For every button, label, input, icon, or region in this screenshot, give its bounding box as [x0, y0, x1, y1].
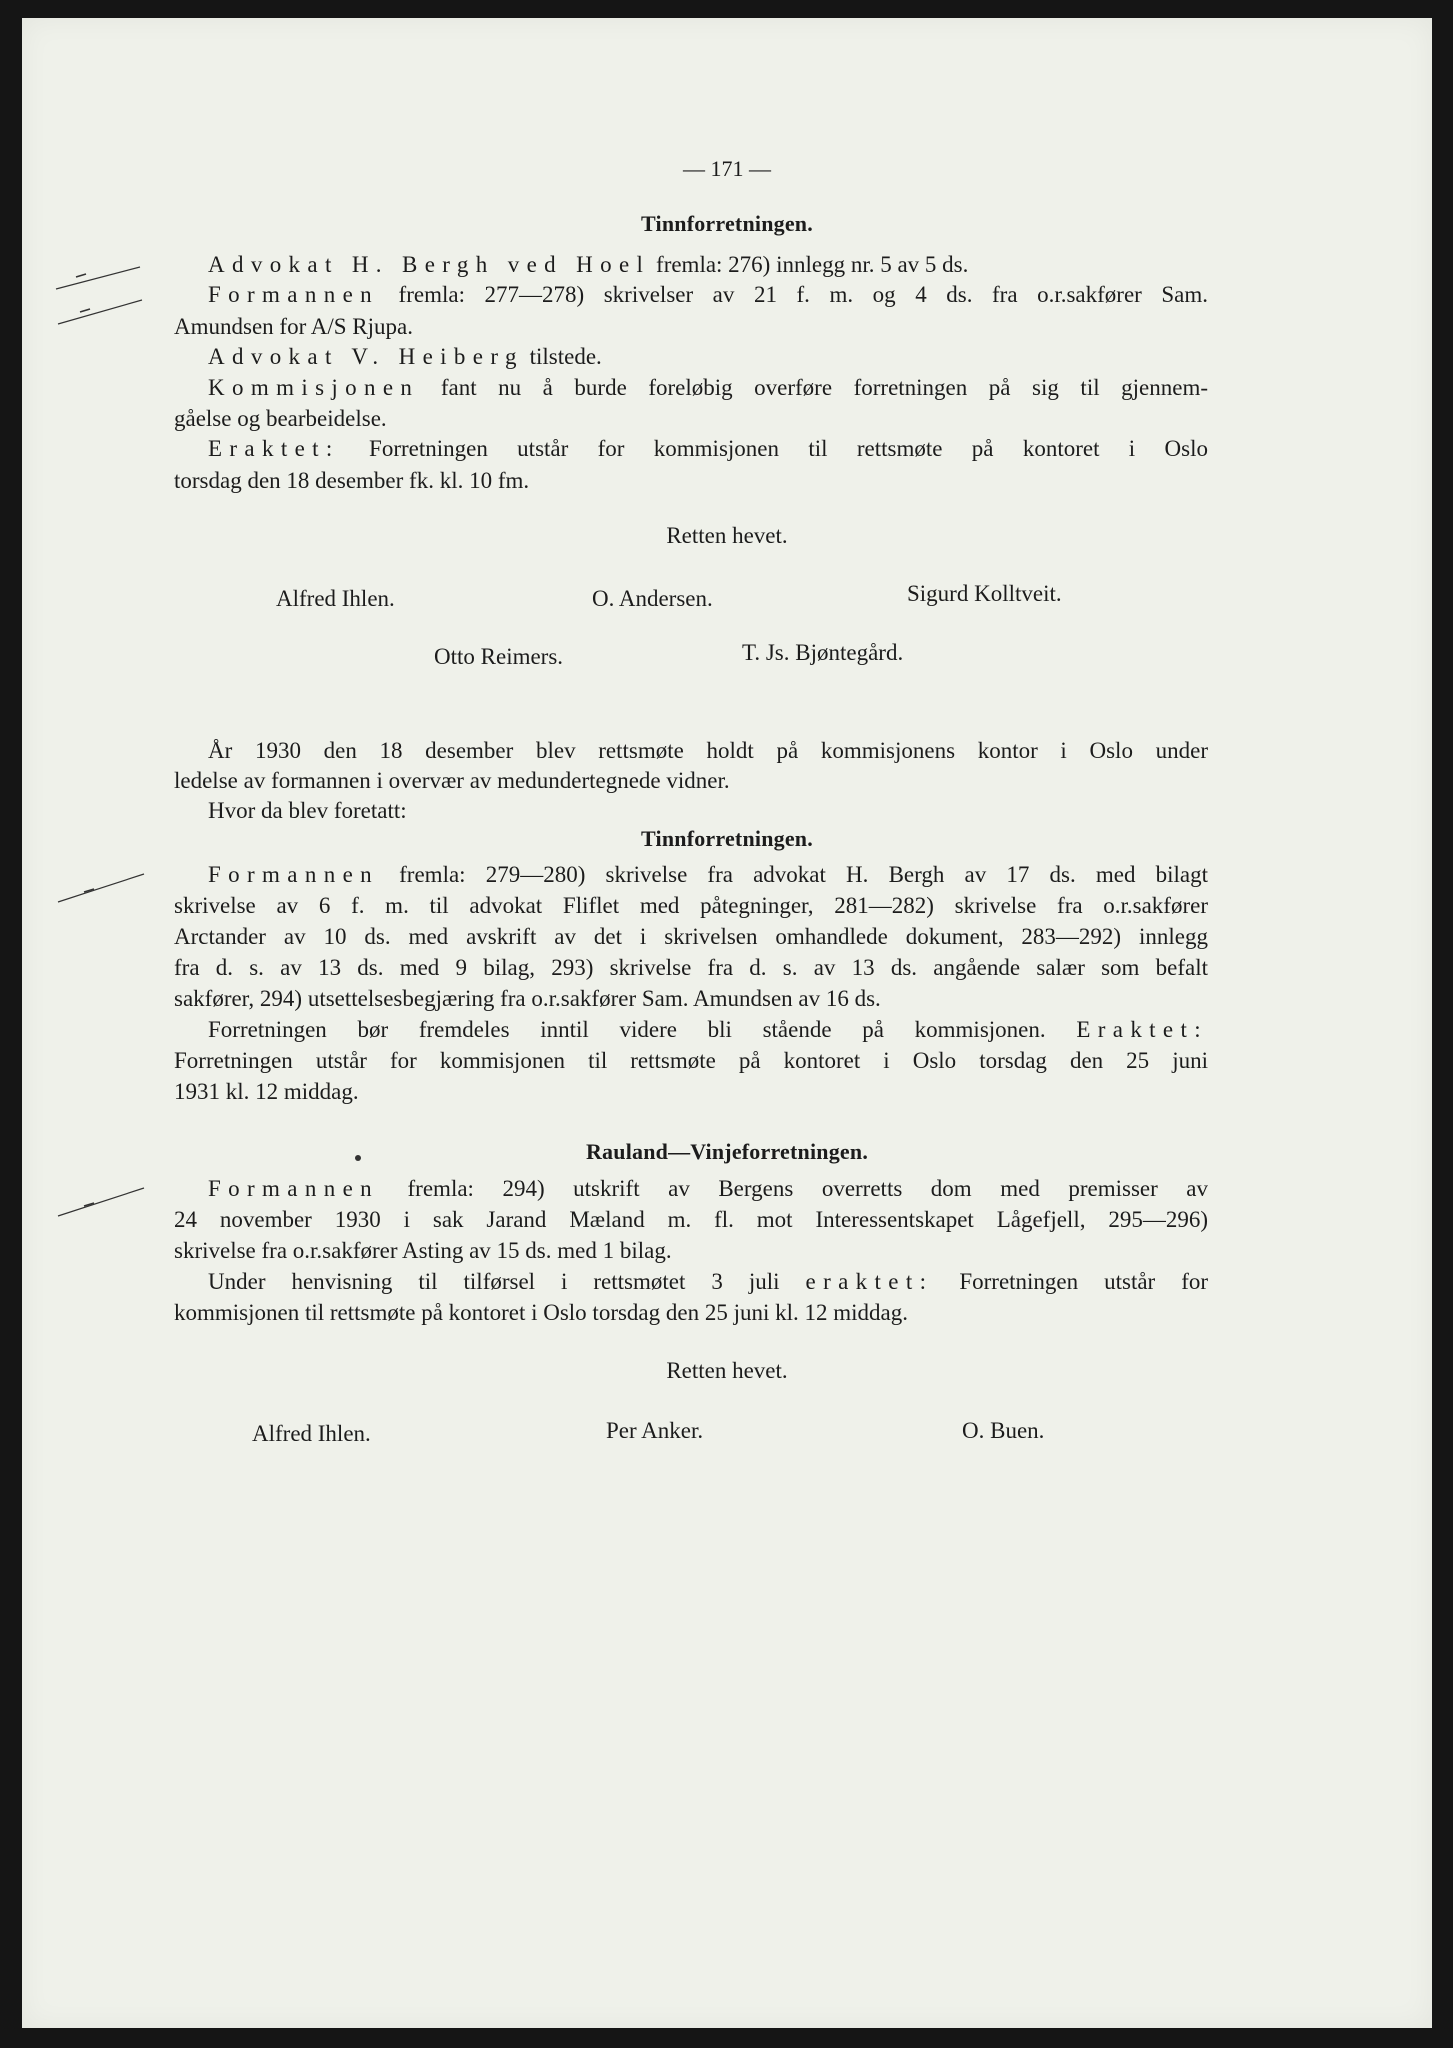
text-line: Arctander av 10 ds. med avskrift av det i skrivelsen omhandlede dokument, 283—292) innlegg [174, 924, 1208, 949]
text-line: Formannen fremla: 294) utskrift av Bergens overretts dom med premisser av [208, 1176, 1208, 1201]
margin-check-mark [56, 296, 146, 331]
page-number: — 171 — [683, 156, 771, 181]
text-line: 1931 kl. 12 middag. [174, 1079, 359, 1104]
text-line: skrivelse fra o.r.sakfører Asting av 15 ds. med 1 bilag. [174, 1238, 672, 1263]
text-line: Advokat V. Heiberg tilstede. [208, 344, 602, 369]
margin-check-mark [56, 870, 148, 911]
text-line: Forretningen utstår for kommisjonen til rettsmøte på kontoret i Oslo torsdag den 25 juni [174, 1048, 1208, 1073]
signature: Alfred Ihlen. [276, 586, 395, 611]
text-line: kommisjonen til rettsmøte på kontoret i Oslo torsdag den 25 juni kl. 12 middag. [174, 1300, 909, 1325]
closing-retten-hevet: Retten hevet. [666, 1358, 788, 1383]
signature: Otto Reimers. [434, 644, 564, 669]
text-line: fra d. s. av 13 ds. med 9 bilag, 293) skrivelse fra d. s. av 13 ds. angående salær som befalt [174, 955, 1208, 980]
signature: Sigurd Kolltveit. [907, 581, 1062, 606]
text-line: ledelse av formannen i overvær av medundertegnede vidner. [174, 768, 730, 793]
document-page [22, 18, 1432, 2028]
text-line: gåelse og bearbeidelse. [174, 406, 387, 431]
signature: O. Andersen. [592, 586, 713, 611]
text-line: År 1930 den 18 desember blev rettsmøte holdt på kommisjonens kontor i Oslo under [208, 738, 1208, 763]
text-line: Hvor da blev foretatt: [208, 798, 407, 823]
signature: Alfred Ihlen. [252, 1421, 371, 1446]
margin-check-mark [54, 263, 144, 298]
text-line: Amundsen for A/S Rjupa. [174, 314, 413, 339]
section-heading-tinnforretningen-1: Tinnforretningen. [641, 211, 813, 236]
signature: O. Buen. [962, 1418, 1045, 1443]
text-line: 24 november 1930 i sak Jarand Mæland m. fl. mot Interessentskapet Lågefjell, 295—296) [174, 1207, 1208, 1232]
text-line: Forretningen bør fremdeles inntil videre bli stående på kommisjonen. Eraktet: [208, 1017, 1209, 1042]
section-heading-rauland-vinje: Rauland—Vinjeforretningen. [585, 1139, 869, 1164]
section-heading-tinnforretningen-2: Tinnforretningen. [641, 826, 813, 851]
signature: Per Anker. [606, 1418, 704, 1443]
text-line: Kommisjonen fant nu å burde foreløbig overføre forretningen på sig til gjennem- [208, 375, 1208, 400]
text-line: sakfører, 294) utsettelsesbegjæring fra o.r.sakfører Sam. Amundsen av 16 ds. [174, 986, 881, 1011]
text-line: Advokat H. Bergh ved Hoel fremla: 276) innlegg nr. 5 av 5 ds. [208, 252, 969, 277]
closing-retten-hevet: Retten hevet. [666, 523, 788, 548]
signature: T. Js. Bjøntegård. [742, 640, 904, 665]
text-line: Formannen fremla: 277—278) skrivelser av 21 f. m. og 4 ds. fra o.r.sakfører Sam. [208, 282, 1208, 307]
text-line: Under henvisning til tilførsel i rettsmøtet 3 juli eraktet: Forretningen utstår for [208, 1269, 1209, 1294]
text-line: torsdag den 18 desember fk. kl. 10 fm. [174, 468, 530, 493]
text-line: skrivelse av 6 f. m. til advokat Fliflet med påtegninger, 281—282) skrivelse fra o.r.sakfører [174, 893, 1208, 918]
margin-check-mark [56, 1184, 148, 1225]
text-line: Formannen fremla: 279—280) skrivelse fra advokat H. Bergh av 17 ds. med bilagt [208, 862, 1208, 887]
text-line: Eraktet: Forretningen utstår for kommisjonen til rettsmøte på kontoret i Oslo [208, 436, 1208, 461]
